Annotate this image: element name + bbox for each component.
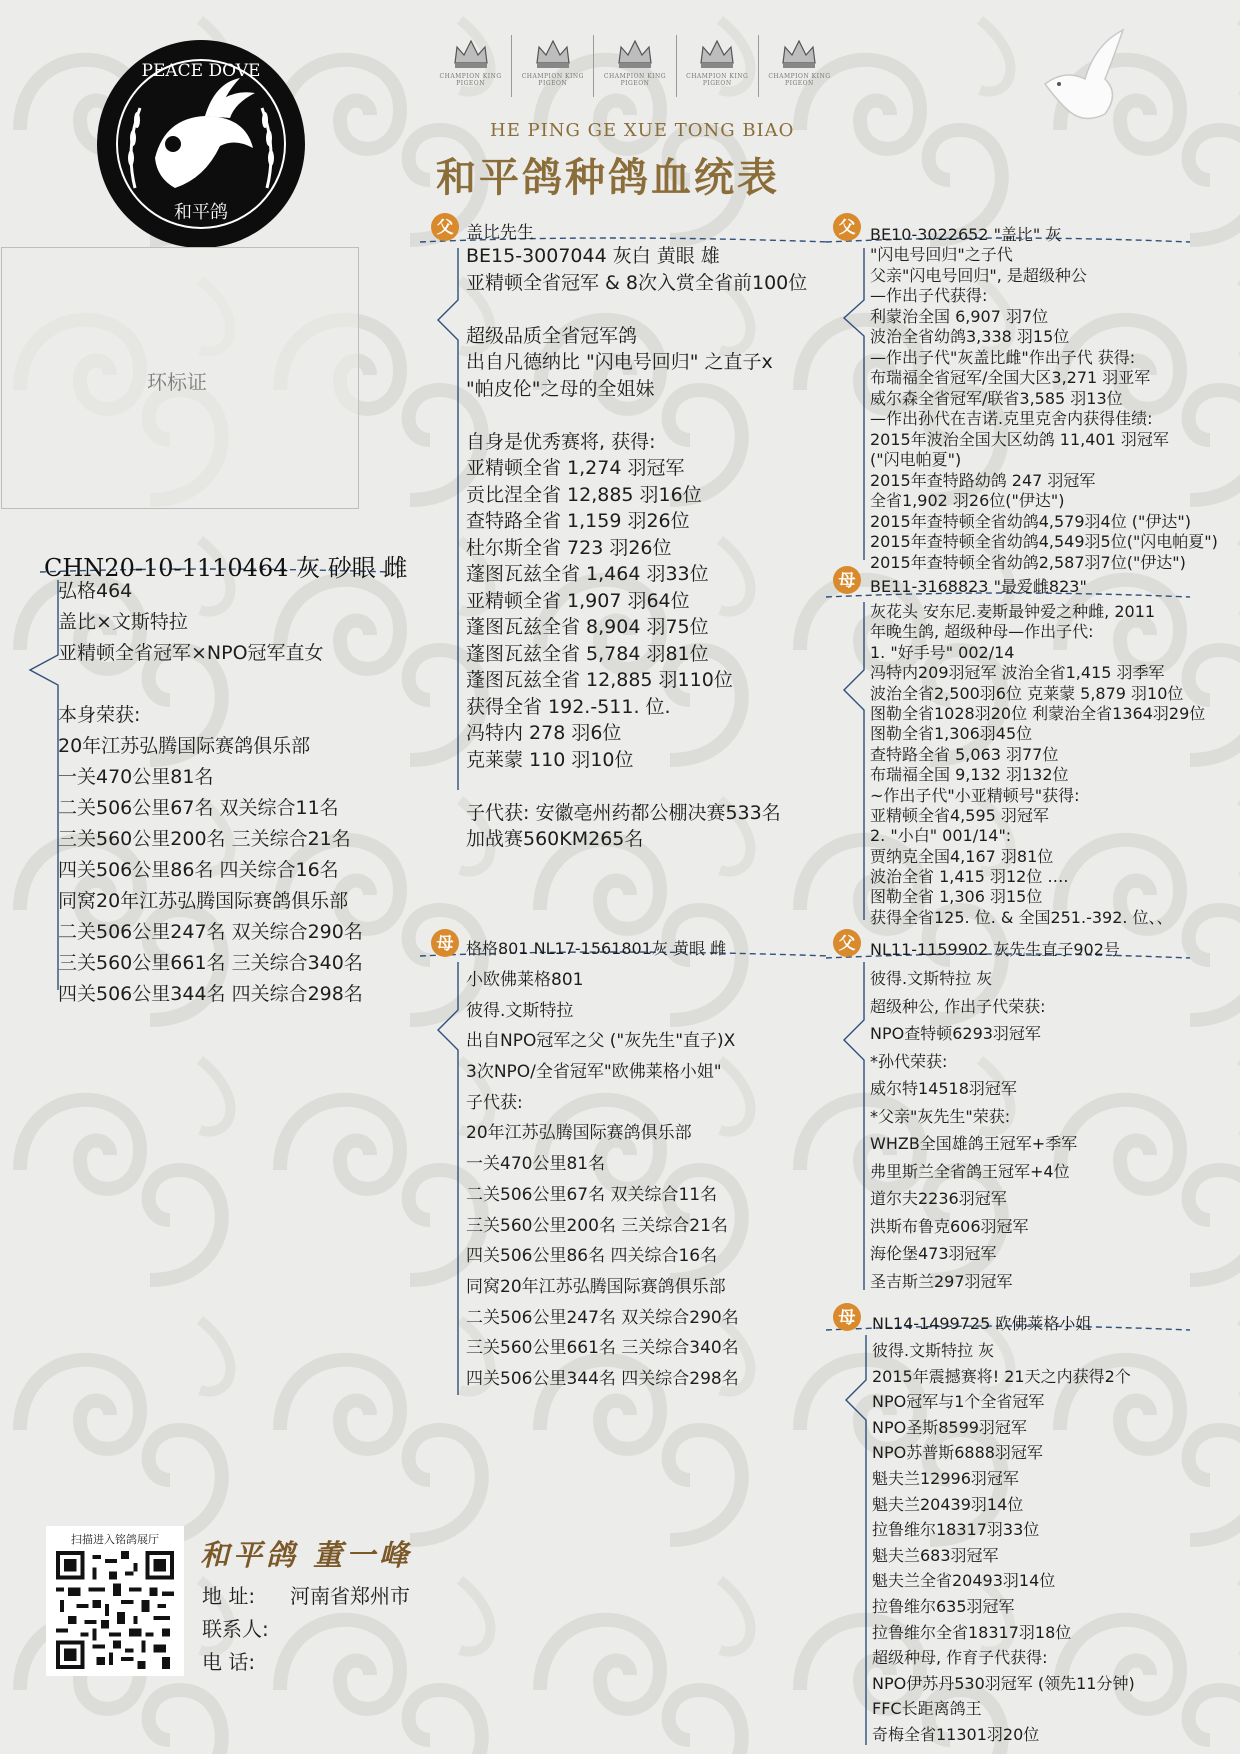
- subject-line: [58, 669, 363, 700]
- mm-line: 魁夫兰683羽冠军: [872, 1545, 999, 1565]
- ff-line: —作出子代"灰盖比雌"作出子代 获得:: [870, 347, 1136, 367]
- crown-badge: CHAMPION KING PIGEON: [512, 35, 594, 97]
- ff-line: 2015年波治全国大区幼鸽 11,401 羽冠军: [870, 429, 1169, 449]
- fm-line: 灰花头 安东尼.麦斯最钟爱之种雌, 2011: [870, 602, 1156, 621]
- mf-line: 海伦堡473羽冠军: [870, 1244, 997, 1263]
- contact-row: [202, 1613, 410, 1646]
- subject-line: 四关506公里344名 四关综合298名: [58, 983, 363, 1005]
- mother-father-info: [870, 965, 1077, 1295]
- mm-line: 拉鲁维尔635羽冠军: [872, 1596, 1015, 1616]
- mother-mother-info: [872, 1338, 1135, 1748]
- father-badge: [430, 212, 460, 242]
- mother-name: 格格801 NL17-1561801灰 黄眼 雌: [466, 939, 727, 958]
- ff-line: 利蒙治全国 6,907 羽7位: [870, 306, 1049, 326]
- mm-line: 魁夫兰全省20493羽14位: [872, 1571, 1056, 1591]
- father-line: 亚精顿全省 1,274 羽冠军: [466, 457, 685, 479]
- fm-line: 贾纳克全国4,167 羽81位: [870, 846, 1054, 866]
- mm-line: 魁夫兰20439羽14位: [872, 1494, 1024, 1514]
- mf-line: WHZB全国雄鸽王冠军+季军: [870, 1134, 1078, 1153]
- crown-badge: CHAMPION KING PIGEON: [430, 35, 512, 97]
- father-mother-badge: [832, 565, 862, 595]
- ff-line: 2015年查特顿全省幼鸽4,579羽4位 ("伊达"): [870, 511, 1191, 531]
- mf-line: 弗里斯兰全省鸽王冠军+4位: [870, 1161, 1070, 1181]
- fm-line: 查特路全省 5,063 羽77位: [870, 744, 1059, 764]
- mother-line: 四关506公里86名 四关综合16名: [466, 1246, 718, 1267]
- fm-line: 图勒全省1028羽20位 利蒙治全省1364羽29位: [870, 703, 1206, 723]
- father-line: 子代获: 安徽亳州药都公棚决赛533名: [466, 801, 781, 824]
- logo-top-text: PEACE DOVE: [141, 61, 261, 81]
- mf-line: 彼得.文斯特拉 灰: [870, 969, 993, 988]
- ff-line: 2015年查特路幼鸽 247 羽冠军: [870, 470, 1096, 490]
- mother-father-badge: [832, 928, 862, 958]
- svg-text:母: 母: [838, 571, 856, 591]
- ff-line: —作出孙代在吉诺.克里克舍内获得佳绩:: [870, 409, 1153, 428]
- father-line: 蓬图瓦兹全省 5,784 羽81位: [466, 642, 709, 665]
- ff-line: ("闪电帕夏"): [870, 450, 962, 469]
- mother-line: 一关470公里81名: [466, 1154, 606, 1175]
- contact-label: 联系人:: [202, 1617, 269, 1641]
- fm-line: 2. "小白" 001/14":: [870, 826, 1012, 846]
- mm-line: 奇梅全省11301羽20位: [872, 1724, 1040, 1744]
- father-name: 盖比先生: [466, 223, 534, 243]
- subject-line: 三关560公里200名 三关综合21名: [58, 828, 351, 850]
- father-line: 查特路全省 1,159 羽26位: [466, 510, 690, 532]
- mm-line: 彼得.文斯特拉 灰: [872, 1341, 995, 1360]
- subject-line: 一关470公里81名: [58, 766, 214, 788]
- father-mother-name: BE11-3168823 "最爱雌823": [870, 577, 1087, 596]
- father-mother-info: [870, 602, 1205, 928]
- ff-line: 2015年查特顿全省幼鸽2,587羽7位("伊达"): [870, 552, 1186, 572]
- svg-text:父: 父: [838, 218, 856, 238]
- father-father-info: [870, 245, 1218, 573]
- ff-line: 2015年查特顿全省幼鸽4,549羽5位("闪电帕夏"): [870, 532, 1218, 551]
- father-line: 加战赛560KM265名: [466, 828, 644, 850]
- logo-bottom-text: 和平鸽: [174, 202, 228, 223]
- mm-line: FFC长距离鸽王: [872, 1699, 982, 1719]
- father-line: 亚精顿全省 1,907 羽64位: [466, 589, 690, 612]
- mother-mother-name: NL14-1499725 欧佛莱格小姐: [872, 1314, 1092, 1333]
- ff-line: "闪电号回归"之子代: [870, 245, 1013, 264]
- father-line: 蓬图瓦兹全省 8,904 羽75位: [466, 616, 709, 638]
- crown-badge: CHAMPION KING PIGEON: [594, 35, 676, 97]
- mm-line: 2015年震撼赛将! 21天之内获得2个: [872, 1366, 1131, 1386]
- svg-text:母: 母: [436, 934, 454, 954]
- subject-line: 盖比×文斯特拉: [58, 611, 188, 633]
- mm-line: NPO伊苏丹530羽冠军 (领先11分钟): [872, 1673, 1135, 1693]
- qr-code-icon: [56, 1551, 174, 1669]
- mf-line: *父亲"灰先生"荣获:: [870, 1106, 1011, 1126]
- father-line: [466, 296, 807, 323]
- fm-line: 波治全省 1,415 羽12位 ….: [870, 867, 1069, 887]
- fm-line: 亚精顿全省4,595 羽冠军: [870, 805, 1049, 825]
- mm-line: NPO苏普斯6888羽冠军: [872, 1443, 1043, 1463]
- mm-line: 魁夫兰12996羽冠军: [872, 1468, 1019, 1488]
- father-line: 超级品质全省冠军鸽: [466, 324, 638, 347]
- mother-line: 3次NPO/全省冠军"欧佛莱格小姐": [466, 1062, 722, 1083]
- fm-line: 获得全省125. 位. & 全国251.-392. 位、、: [870, 907, 1173, 927]
- subject-line: 四关506公里86名 四关综合16名: [58, 859, 339, 881]
- mother-line: 二关506公里67名 双关综合11名: [466, 1184, 718, 1205]
- father-line: 蓬图瓦兹全省 1,464 羽33位: [466, 563, 709, 585]
- mf-line: 圣吉斯兰297羽冠军: [870, 1271, 1013, 1291]
- fm-line: ~作出子代"小亚精顿号"获得:: [870, 785, 1080, 805]
- ff-line: 全省1,902 羽26位("伊达"): [870, 491, 1065, 510]
- father-line: [466, 402, 807, 429]
- address-value: 河南省郑州市: [290, 1584, 410, 1608]
- subject-line: 20年江苏弘腾国际赛鸽俱乐部: [58, 735, 311, 757]
- mm-line: NPO圣斯8599羽冠军: [872, 1417, 1027, 1437]
- pinyin-subtitle: HE PING GE XUE TONG BIAO: [490, 120, 795, 141]
- father-line: 出自凡德纳比 "闪电号回归" 之直子x: [466, 351, 773, 373]
- mm-line: 超级种母, 作育子代获得:: [872, 1648, 1048, 1668]
- father-line: 蓬图瓦兹全省 12,885 羽110位: [466, 669, 733, 691]
- mother-mother-badge: [832, 1302, 862, 1332]
- address-label: 地 址:: [202, 1584, 256, 1608]
- page-title: 和平鸽种鸽血统表: [436, 154, 780, 201]
- subject-line: 二关506公里67名 双关综合11名: [58, 797, 339, 819]
- qr-caption: 扫描进入铭鸽展厅: [71, 1533, 159, 1546]
- ff-line: 布瑞福全省冠军/全国大区3,271 羽亚军: [870, 368, 1151, 387]
- father-father-name: BE10-3022652 "盖比" 灰: [870, 225, 1062, 244]
- phone-row: [202, 1646, 410, 1679]
- subject-line: 同窝20年江苏弘腾国际赛鸽俱乐部: [58, 890, 349, 912]
- fm-line: 年晚生鸽, 超级种母—作出子代:: [870, 622, 1094, 642]
- mf-line: NPO查特顿6293羽冠军: [870, 1024, 1041, 1043]
- mother-line: 同窝20年江苏弘腾国际赛鸽俱乐部: [466, 1276, 726, 1297]
- father-info: [466, 243, 807, 853]
- ff-line: 波治全省幼鸽3,338 羽15位: [870, 327, 1070, 346]
- mother-line: 二关506公里247名 双关综合290名: [466, 1307, 739, 1328]
- mf-line: 道尔夫2236羽冠军: [870, 1189, 1007, 1208]
- mother-badge: [430, 928, 460, 958]
- ff-line: —作出子代获得:: [870, 286, 988, 305]
- fm-line: 波治全省2,500羽6位 克莱蒙 5,879 羽10位: [870, 683, 1184, 703]
- mf-line: *孙代荣获:: [870, 1051, 948, 1071]
- mother-line: 三关560公里661名 三关综合340名: [466, 1338, 739, 1359]
- ring-certificate-label: 环标证: [147, 370, 207, 394]
- subject-line: 二关506公里247名 双关综合290名: [58, 921, 363, 943]
- father-father-badge: [832, 212, 862, 242]
- subject-ring-id: CHN20-10-1110464 灰 砂眼 雌: [44, 554, 408, 582]
- fm-line: 图勒全省 1,306 羽15位: [870, 887, 1043, 907]
- fm-line: 冯特内209羽冠军 波治全省1,415 羽季军: [870, 663, 1165, 683]
- father-line: "帕皮伦"之母的全姐妹: [466, 377, 655, 400]
- mother-father-name: NL11-1159902 灰先生直子902号: [870, 940, 1120, 959]
- father-line: 杜尔斯全省 723 羽26位: [466, 536, 672, 559]
- svg-text:母: 母: [838, 1308, 856, 1328]
- mf-line: 威尔特14518羽冠军: [870, 1079, 1017, 1098]
- crown-badge: CHAMPION KING PIGEON: [677, 35, 759, 97]
- father-line: 克莱蒙 110 羽10位: [466, 748, 634, 771]
- mother-line: 子代获:: [466, 1092, 523, 1113]
- phone-label: 电 话:: [202, 1650, 256, 1674]
- svg-text:父: 父: [436, 218, 454, 238]
- father-line: BE15-3007044 灰白 黄眼 雄: [466, 245, 720, 267]
- mm-line: 拉鲁维尔18317羽33位: [872, 1520, 1040, 1540]
- subject-line: 本身荣获:: [58, 704, 141, 726]
- contact-info: [202, 1580, 410, 1679]
- father-line: 自身是优秀赛将, 获得:: [466, 430, 656, 453]
- signature: 和平鸽 董一峰: [200, 1538, 413, 1572]
- crown-badge: CHAMPION KING PIGEON: [759, 35, 840, 97]
- mf-line: 洪斯布鲁克606羽冠军: [870, 1216, 1029, 1236]
- father-line: [466, 773, 807, 800]
- mother-line: 小欧佛莱格801: [466, 970, 584, 990]
- mother-line: 20年江苏弘腾国际赛鸽俱乐部: [466, 1123, 692, 1144]
- father-line: 获得全省 192.-511. 位.: [466, 695, 671, 718]
- address-row: [202, 1580, 410, 1613]
- mother-line: 四关506公里344名 四关综合298名: [466, 1368, 739, 1389]
- mf-line: 超级种公, 作出子代荣获:: [870, 996, 1046, 1016]
- ff-line: 威尔森全省冠军/联省3,585 羽13位: [870, 388, 1123, 408]
- subject-line: 弘格464: [58, 580, 133, 602]
- fm-line: 图勒全省1,306羽45位: [870, 724, 1033, 744]
- subject-line: 亚精顿全省冠军×NPO冠军直女: [58, 642, 324, 664]
- mm-line: 拉鲁维尔全省18317羽18位: [872, 1622, 1072, 1642]
- svg-text:父: 父: [838, 934, 856, 954]
- fm-line: 布瑞福全国 9,132 羽132位: [870, 765, 1069, 785]
- mother-line: 彼得.文斯特拉: [466, 1000, 574, 1021]
- ff-line: 父亲"闪电号回归", 是超级种公: [870, 265, 1087, 285]
- father-line: 贡比涅全省 12,885 羽16位: [466, 483, 702, 506]
- subject-info: [58, 576, 363, 1010]
- mother-info: [466, 965, 739, 1395]
- father-line: 亚精顿全省冠军 & 8次入赏全省前100位: [466, 271, 808, 294]
- qr-code-card[interactable]: [46, 1526, 184, 1676]
- subject-line: 三关560公里661名 三关综合340名: [58, 952, 363, 974]
- mother-line: 出自NPO冠军之父 ("灰先生"直子)X: [466, 1031, 736, 1052]
- father-line: 冯特内 278 羽6位: [466, 722, 622, 744]
- mm-line: NPO冠军与1个全省冠军: [872, 1392, 1045, 1412]
- mother-line: 三关560公里200名 三关综合21名: [466, 1215, 728, 1236]
- fm-line: 1. "好手号" 002/14: [870, 642, 1015, 662]
